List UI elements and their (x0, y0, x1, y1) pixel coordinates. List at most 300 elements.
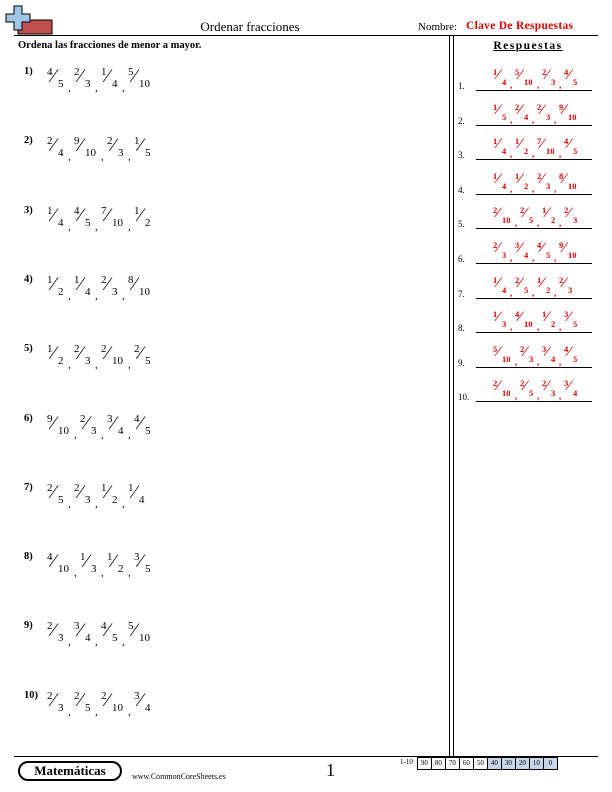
fraction (563, 309, 581, 331)
score-cell: 60 (460, 757, 474, 770)
fraction-numerator: 2 (542, 67, 547, 77)
problem-number: 6) (24, 412, 33, 424)
fraction-numerator: 2 (47, 689, 53, 702)
fraction-separator: , (554, 287, 557, 298)
fraction-numerator: 1 (128, 481, 134, 494)
fraction-denominator: 3 (58, 701, 64, 714)
fraction (492, 102, 510, 124)
fraction (514, 275, 532, 297)
fraction-slash: ⁄ (546, 378, 549, 395)
fraction-slash: ⁄ (524, 343, 527, 360)
fraction-separator: , (559, 80, 562, 90)
fraction-separator: , (559, 322, 562, 333)
fraction-denominator: 3 (58, 632, 64, 645)
fraction-slash: ⁄ (52, 273, 56, 295)
problem-number: 7) (24, 481, 33, 493)
fraction-separator: , (128, 705, 131, 718)
answer-row (458, 237, 598, 267)
answer-line (476, 263, 592, 264)
answer-number: 9. (458, 357, 465, 368)
fraction-separator: , (537, 356, 540, 367)
fraction (514, 171, 532, 193)
fraction-separator: , (537, 322, 540, 333)
score-cell: 90 (417, 757, 432, 770)
fraction-denominator: 10 (112, 355, 123, 368)
fraction-slash: ⁄ (541, 101, 544, 118)
fraction-separator: , (554, 253, 557, 263)
answer-number: 10. (458, 392, 470, 403)
problem-number: 10) (24, 689, 38, 701)
problem-fractions (46, 620, 155, 648)
fraction-denominator: 4 (524, 250, 529, 260)
fraction-numerator: 1 (493, 67, 498, 77)
fraction-numerator: 1 (537, 274, 542, 285)
fraction (563, 344, 581, 366)
fraction-slash: ⁄ (519, 101, 522, 118)
problem-fractions (46, 135, 155, 163)
fraction-denominator: 5 (85, 701, 91, 714)
fraction-numerator: 3 (134, 689, 140, 702)
fraction-separator: , (95, 289, 98, 302)
site-url: www.CommonCoreSheets.es (132, 772, 226, 781)
fraction (133, 135, 155, 161)
fraction-slash: ⁄ (568, 309, 571, 326)
answer-number: 7. (458, 288, 465, 299)
fraction-slash: ⁄ (497, 136, 500, 153)
fraction-slash: ⁄ (497, 274, 500, 291)
fraction (73, 135, 101, 161)
fraction-slash: ⁄ (139, 135, 143, 157)
fraction-slash: ⁄ (519, 67, 522, 83)
answer-line (476, 367, 592, 368)
fraction-denominator: 3 (502, 319, 507, 330)
column-divider (449, 36, 454, 756)
fraction-slash: ⁄ (52, 343, 56, 365)
fraction-slash: ⁄ (139, 343, 143, 365)
fraction-denominator: 3 (546, 111, 551, 122)
fraction-separator: , (122, 636, 125, 649)
fraction-slash: ⁄ (519, 170, 522, 187)
fraction-slash: ⁄ (52, 620, 56, 642)
fraction-slash: ⁄ (524, 378, 527, 395)
fraction (519, 378, 537, 400)
fraction-slash: ⁄ (79, 620, 83, 642)
fraction-slash: ⁄ (519, 136, 522, 153)
page-title: Ordenar fracciones (200, 19, 300, 34)
answer-line (476, 298, 592, 299)
fraction (100, 66, 122, 92)
fraction-slash: ⁄ (546, 309, 549, 326)
problem-fractions (46, 205, 155, 233)
fraction-slash: ⁄ (568, 343, 571, 360)
fraction (133, 343, 155, 369)
fraction (79, 413, 101, 439)
fraction (106, 413, 128, 439)
fraction-separator: , (128, 428, 131, 441)
fraction-numerator: 3 (542, 343, 547, 354)
fraction-numerator: 1 (101, 481, 107, 494)
fraction (514, 67, 537, 89)
fraction-slash: ⁄ (52, 135, 56, 157)
fraction (519, 344, 537, 366)
score-table (398, 757, 558, 770)
problem-number: 9) (24, 620, 33, 632)
fraction-numerator: 2 (520, 343, 525, 354)
fraction (73, 482, 95, 508)
fraction-numerator: 2 (493, 205, 498, 216)
fraction (133, 690, 155, 716)
fraction (563, 67, 581, 89)
fraction-numerator: 2 (493, 240, 498, 250)
fraction-slash: ⁄ (497, 101, 500, 118)
score-cell: 30 (502, 757, 516, 770)
fraction-numerator: 5 (128, 620, 134, 633)
fraction-denominator: 4 (85, 285, 91, 298)
fraction-numerator: 3 (107, 412, 113, 425)
fraction-denominator: 4 (524, 111, 529, 122)
fraction-denominator: 5 (573, 146, 578, 157)
fraction (514, 309, 537, 331)
fraction-numerator: 1 (493, 274, 498, 285)
header-rule (14, 35, 598, 36)
fraction-numerator: 2 (107, 135, 113, 148)
answer-row (458, 202, 598, 232)
fraction-separator: , (122, 497, 125, 510)
fraction-denominator: 10 (502, 388, 511, 399)
fraction-denominator: 5 (112, 632, 118, 645)
fraction-slash: ⁄ (79, 204, 83, 226)
fraction-denominator: 4 (58, 216, 64, 229)
fraction-numerator: 2 (47, 135, 53, 148)
fraction-denominator: 3 (118, 147, 124, 160)
fraction-denominator: 4 (502, 146, 507, 157)
answer-number: 6. (458, 254, 465, 264)
fraction-denominator: 4 (139, 493, 145, 506)
fraction-numerator: 1 (47, 204, 53, 217)
fraction-denominator: 10 (139, 285, 150, 298)
fraction-slash: ⁄ (79, 273, 83, 295)
fraction (127, 66, 155, 92)
fraction-denominator: 5 (573, 77, 578, 87)
fraction-denominator: 10 (112, 701, 123, 714)
fraction-slash: ⁄ (79, 66, 83, 87)
fraction (127, 274, 155, 300)
fraction-numerator: 9 (74, 135, 80, 148)
fraction-numerator: 1 (493, 170, 498, 181)
fraction-separator: , (95, 497, 98, 510)
fraction-slash: ⁄ (106, 204, 110, 226)
fraction-numerator: 2 (537, 101, 542, 112)
fraction (492, 205, 515, 227)
fraction-denominator: 5 (502, 111, 507, 122)
fraction-numerator: 3 (74, 620, 80, 633)
fraction (106, 135, 128, 161)
answer-row (458, 133, 598, 163)
answer-fractions (492, 344, 581, 367)
fraction-slash: ⁄ (497, 240, 500, 256)
fraction-slash: ⁄ (568, 205, 571, 222)
fraction-slash: ⁄ (112, 412, 116, 434)
fraction-slash: ⁄ (497, 67, 500, 83)
brand-badge: Matemáticas (18, 761, 122, 781)
answer-number: 2. (458, 115, 465, 126)
fraction-slash: ⁄ (79, 689, 83, 711)
fraction (133, 205, 155, 231)
fraction-denominator: 3 (91, 424, 97, 437)
fraction-numerator: 7 (101, 204, 107, 217)
fraction-denominator: 10 (502, 215, 511, 226)
fraction-slash: ⁄ (568, 136, 571, 153)
fraction-slash: ⁄ (546, 343, 549, 360)
fraction-denominator: 2 (145, 216, 151, 229)
answer-row (458, 272, 598, 302)
fraction-slash: ⁄ (52, 689, 56, 711)
fraction-slash: ⁄ (546, 67, 549, 83)
fraction-separator: , (68, 289, 71, 302)
fraction-denominator: 5 (145, 355, 151, 368)
answer-fractions (492, 102, 581, 125)
fraction-numerator: 1 (542, 205, 547, 216)
fraction (541, 309, 559, 331)
fraction-separator: , (128, 359, 131, 372)
answer-line (476, 194, 592, 195)
fraction-numerator: 2 (80, 412, 86, 425)
fraction-numerator: 4 (134, 412, 140, 425)
fraction-numerator: 2 (74, 689, 80, 702)
fraction-slash: ⁄ (79, 343, 83, 365)
fraction-numerator: 2 (74, 481, 80, 494)
fraction (46, 66, 68, 92)
fraction-slash: ⁄ (106, 620, 110, 642)
fraction-separator: , (74, 428, 77, 441)
fraction-separator: , (95, 82, 98, 94)
answer-line (476, 228, 592, 229)
fraction (46, 482, 68, 508)
fraction-denominator: 5 (529, 215, 534, 226)
fraction-separator: , (510, 253, 513, 263)
fraction-separator: , (95, 359, 98, 372)
problem-number: 5) (24, 343, 33, 355)
fraction-separator: , (515, 356, 518, 367)
fraction-numerator: 8 (559, 170, 564, 181)
fraction-numerator: 1 (493, 101, 498, 112)
answer-row (458, 64, 598, 94)
fraction-denominator: 10 (568, 180, 577, 191)
fraction (519, 205, 537, 227)
answer-line (476, 125, 592, 126)
fraction-numerator: 3 (515, 240, 520, 250)
page-number: 1 (326, 760, 335, 780)
answer-line (476, 90, 592, 91)
fraction-numerator: 4 (564, 67, 569, 77)
fraction-slash: ⁄ (497, 170, 500, 187)
fraction (73, 620, 95, 646)
problem-fractions (46, 343, 155, 371)
fraction (536, 240, 554, 262)
fraction-numerator: 1 (542, 309, 547, 320)
fraction-denominator: 5 (529, 388, 534, 399)
fraction (73, 205, 95, 231)
fraction-numerator: 2 (101, 273, 107, 286)
fraction (541, 344, 559, 366)
fraction (100, 620, 122, 646)
problem-number: 8) (24, 551, 33, 563)
answer-row (458, 99, 598, 129)
fraction-denominator: 2 (524, 180, 529, 191)
fraction-separator: , (532, 183, 535, 194)
fraction-separator: , (128, 567, 131, 580)
fraction-slash: ⁄ (546, 205, 549, 222)
fraction-slash: ⁄ (106, 273, 110, 295)
fraction-slash: ⁄ (52, 551, 56, 573)
fraction-slash: ⁄ (497, 343, 500, 360)
problem-number: 4) (24, 273, 33, 285)
fraction-denominator: 4 (58, 147, 64, 160)
fraction-separator: , (559, 218, 562, 229)
score-range-label: 1-10 (400, 758, 413, 766)
fraction-separator: , (128, 151, 131, 164)
fraction-denominator: 3 (112, 285, 118, 298)
fraction-denominator: 5 (85, 216, 91, 229)
fraction-numerator: 4 (47, 66, 53, 78)
fraction-numerator: 4 (564, 343, 569, 354)
fraction-slash: ⁄ (139, 689, 143, 711)
fraction (536, 136, 559, 158)
answer-number: 1. (458, 81, 465, 91)
fraction-denominator: 2 (58, 285, 64, 298)
fraction (558, 102, 581, 124)
answer-row (458, 341, 598, 371)
fraction-denominator: 3 (85, 355, 91, 368)
fraction (514, 102, 532, 124)
fraction-slash: ⁄ (85, 412, 89, 434)
score-cell: 0 (544, 757, 558, 770)
fraction-separator: , (532, 253, 535, 263)
fraction-numerator: 9 (559, 101, 564, 112)
fraction-slash: ⁄ (79, 135, 83, 157)
fraction-separator: , (559, 356, 562, 367)
fraction-slash: ⁄ (79, 481, 83, 503)
fraction-denominator: 10 (568, 111, 577, 122)
fraction-separator: , (122, 289, 125, 302)
fraction-separator: , (510, 322, 513, 333)
answer-line (476, 159, 592, 160)
fraction (492, 344, 515, 366)
fraction-numerator: 2 (74, 343, 80, 356)
fraction-slash: ⁄ (106, 689, 110, 711)
fraction-separator: , (101, 428, 104, 441)
fraction-numerator: 5 (128, 66, 134, 78)
fraction-denominator: 10 (58, 424, 69, 437)
score-cell: 80 (432, 757, 446, 770)
fraction-separator: , (74, 567, 77, 580)
fraction-denominator: 10 (58, 563, 69, 576)
fraction-denominator: 5 (524, 284, 529, 295)
fraction-slash: ⁄ (133, 481, 137, 503)
fraction-numerator: 1 (515, 170, 520, 181)
fraction-numerator: 3 (134, 551, 140, 564)
fraction-denominator: 3 (502, 250, 507, 260)
fraction-separator: , (101, 567, 104, 580)
fraction-numerator: 2 (47, 620, 53, 633)
fraction-denominator: 2 (118, 563, 124, 576)
fraction-denominator: 2 (58, 355, 64, 368)
fraction-slash: ⁄ (139, 412, 143, 434)
fraction-separator: , (532, 114, 535, 125)
fraction (46, 205, 68, 231)
fraction-slash: ⁄ (519, 240, 522, 256)
problem-number: 3) (24, 204, 33, 216)
fraction-separator: , (95, 636, 98, 649)
fraction-numerator: 2 (559, 274, 564, 285)
fraction-denominator: 4 (85, 632, 91, 645)
fraction-numerator: 1 (47, 273, 53, 286)
problem-fractions (46, 551, 155, 579)
fraction (73, 66, 95, 92)
fraction-slash: ⁄ (568, 67, 571, 83)
fraction-slash: ⁄ (524, 205, 527, 222)
fraction (558, 171, 581, 193)
fraction-separator: , (68, 359, 71, 372)
fraction (536, 171, 554, 193)
fraction (46, 343, 68, 369)
problem-fractions (46, 690, 155, 718)
fraction (492, 171, 510, 193)
problem-fractions (46, 274, 155, 302)
fraction-separator: , (559, 149, 562, 160)
fraction-denominator: 5 (546, 250, 551, 260)
fraction-numerator: 1 (101, 66, 107, 78)
fraction-denominator: 3 (85, 78, 91, 90)
problem-fractions (46, 413, 155, 441)
fraction-numerator: 2 (47, 481, 53, 494)
fraction-slash: ⁄ (497, 205, 500, 222)
name-label: Nombre: (418, 21, 458, 33)
fraction-separator: , (101, 151, 104, 164)
fraction-denominator: 3 (568, 284, 573, 295)
fraction-denominator: 4 (573, 388, 578, 399)
answer-number: 8. (458, 323, 465, 334)
fraction-denominator: 10 (502, 353, 511, 364)
fraction-numerator: 8 (128, 273, 134, 286)
fraction-slash: ⁄ (541, 274, 544, 291)
fraction-separator: , (532, 149, 535, 160)
fraction-denominator: 5 (145, 147, 151, 160)
fraction (46, 135, 68, 161)
fraction-separator: , (68, 636, 71, 649)
problem-fractions (46, 482, 149, 510)
fraction-numerator: 4 (564, 136, 569, 147)
answer-row (458, 168, 598, 198)
fraction-denominator: 10 (112, 216, 123, 229)
fraction (100, 274, 122, 300)
fraction-numerator: 9 (47, 412, 53, 425)
fraction-slash: ⁄ (133, 620, 137, 642)
fraction-slash: ⁄ (541, 136, 544, 153)
fraction (46, 274, 68, 300)
fraction-separator: , (510, 114, 513, 125)
fraction-denominator: 3 (529, 353, 534, 364)
fraction (514, 136, 532, 158)
fraction (100, 482, 122, 508)
fraction-numerator: 1 (47, 343, 53, 356)
fraction-denominator: 10 (139, 78, 150, 90)
fraction (492, 275, 510, 297)
fraction-numerator: 1 (134, 135, 140, 148)
fraction-denominator: 10 (568, 250, 577, 260)
fraction-numerator: 9 (559, 240, 564, 250)
name-value: Clave De Respuestas (466, 20, 574, 32)
